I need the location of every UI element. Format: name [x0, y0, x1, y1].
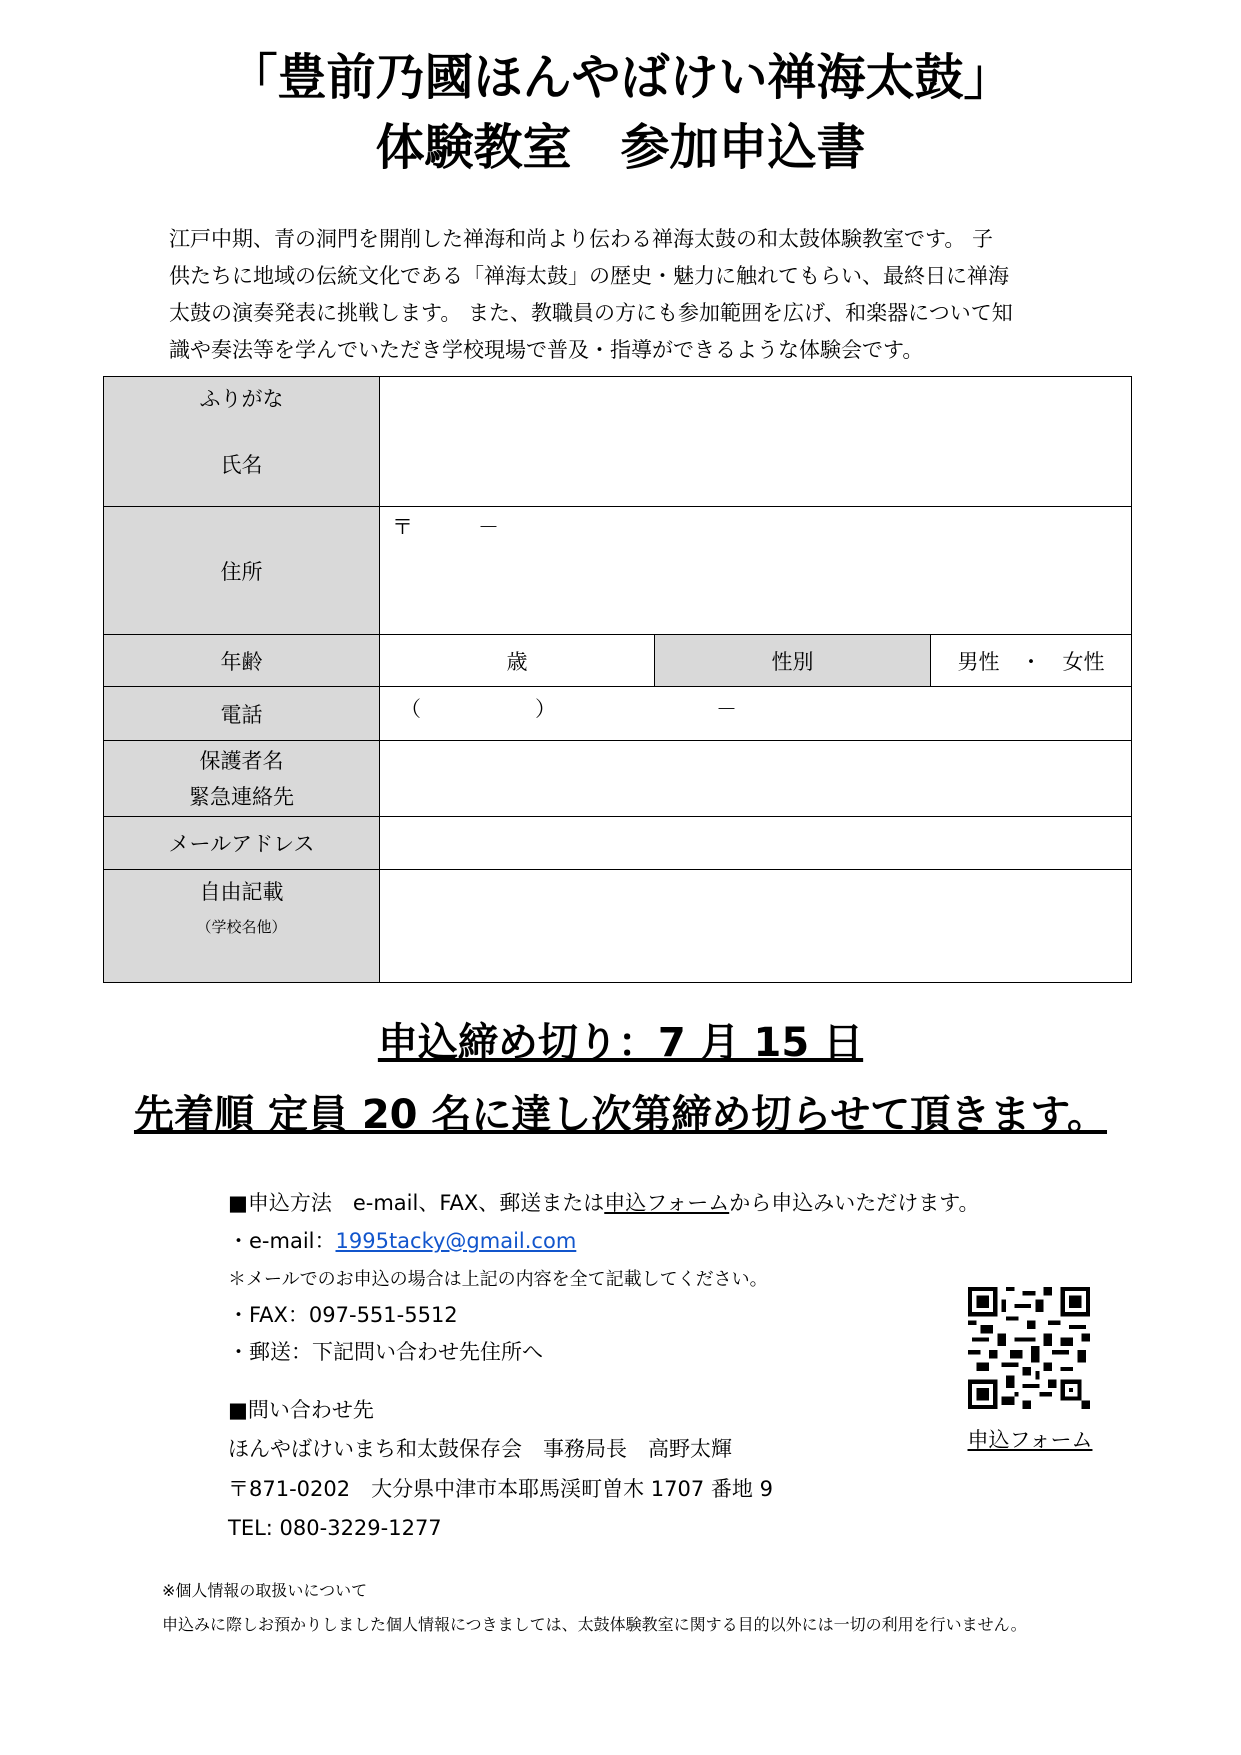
free-entry-label-cell — [104, 870, 380, 983]
email-field[interactable] — [380, 817, 1132, 870]
gender-label: 性別 — [655, 635, 931, 687]
guardian-name-label: 保護者名 — [199, 748, 284, 773]
contact-org: ほんやばけいまち和太鼓保存会 事務局長 高野太輝 — [228, 1437, 732, 1461]
name-field[interactable] — [380, 377, 1132, 507]
name-label-cell — [104, 377, 380, 507]
email-prefix: ・e-mail： — [228, 1229, 336, 1253]
phone-field[interactable] — [380, 687, 1132, 741]
phone-label: 電話 — [104, 687, 380, 741]
capacity-notice: 先着順 定員 20 名に達し次第締め切らせて頂きます。 — [133, 1092, 1108, 1138]
guardian-label-cell — [104, 741, 380, 817]
form-title-line2: 体験教室 参加申込書 — [375, 119, 866, 176]
age-field[interactable] — [380, 635, 655, 687]
apply-post: ・郵送：下記問い合わせ先住所へ — [228, 1340, 543, 1364]
intro-line-2: 供たちに地域の伝統文化である「禅海太鼓」の歴史・魅力に触れてもらい、最終日に禅海 — [169, 264, 1009, 288]
phone-dash: － — [716, 697, 737, 721]
qr-caption-link[interactable]: 申込フォーム — [967, 1428, 1093, 1452]
guardian-field[interactable] — [380, 741, 1132, 817]
address-field[interactable] — [380, 507, 1132, 635]
apply-method — [228, 1188, 980, 1218]
gender-options: 男性 ・ 女性 — [957, 649, 1105, 674]
emergency-contact-label: 緊急連絡先 — [189, 784, 294, 809]
apply-fax: ・FAX：097-551-5512 — [228, 1303, 458, 1327]
age-unit: 歳 — [506, 649, 528, 674]
contact-heading: ■問い合わせ先 — [228, 1398, 374, 1422]
postal-dash: － — [478, 515, 499, 539]
form-title-line1: 「豊前乃國ほんやばけい禅海太鼓」 — [228, 49, 1013, 106]
apply-email — [228, 1226, 576, 1256]
free-entry-field[interactable] — [380, 870, 1132, 983]
postal-mark: 〒 — [392, 515, 413, 539]
free-entry-sublabel: （学校名他） — [196, 918, 287, 936]
privacy-heading: ※個人情報の取扱いについて — [162, 1581, 368, 1600]
email-label: メールアドレス — [104, 817, 380, 870]
email-note: ＊メールでのお申込の場合は上記の内容を全て記載してください。 — [228, 1269, 768, 1290]
apply-method-suffix: から申込みいただけます。 — [729, 1191, 980, 1215]
contact-address: 〒871-0202 大分県中津市本耶馬渓町曽木 1707 番地 9 — [228, 1477, 773, 1501]
free-entry-label: 自由記載 — [199, 880, 284, 904]
address-label: 住所 — [104, 507, 380, 635]
email-link[interactable]: 1995tacky@gmail.com — [335, 1229, 577, 1253]
intro-line-3: 太鼓の演奏発表に挑戦します。 また、教職員の方にも参加範囲を広げ、和楽器について知 — [169, 301, 1013, 325]
application-form — [103, 376, 1132, 983]
name-label: 氏名 — [220, 453, 263, 477]
contact-tel: TEL: 080-3229-1277 — [228, 1516, 442, 1540]
phone-paren-open: （ — [400, 697, 421, 721]
deadline-date: 申込締め切り：7 月 15 日 — [377, 1020, 864, 1066]
furigana-label: ふりがな — [199, 387, 284, 411]
gender-field[interactable] — [931, 635, 1132, 687]
intro-line-4: 識や奏法等を学んでいただき学校現場で普及・指導ができるような体験会です。 — [169, 338, 924, 362]
apply-method-prefix: ■申込方法 e-mail、FAX、郵送または — [228, 1191, 605, 1215]
privacy-text: 申込みに際しお預かりしました個人情報につきましては、太鼓体験教室に関する目的以外には一切の利用を行いません。 — [162, 1615, 1027, 1634]
apply-form-link[interactable]: 申込フォーム — [604, 1191, 730, 1215]
intro-line-1: 江戸中期、青の洞門を開削した禅海和尚より伝わる禅海太鼓の和太鼓体験教室です。 子 — [169, 227, 993, 251]
qr-code-icon[interactable] — [968, 1287, 1090, 1409]
age-label: 年齢 — [104, 635, 380, 687]
phone-paren-close: ） — [535, 697, 556, 721]
